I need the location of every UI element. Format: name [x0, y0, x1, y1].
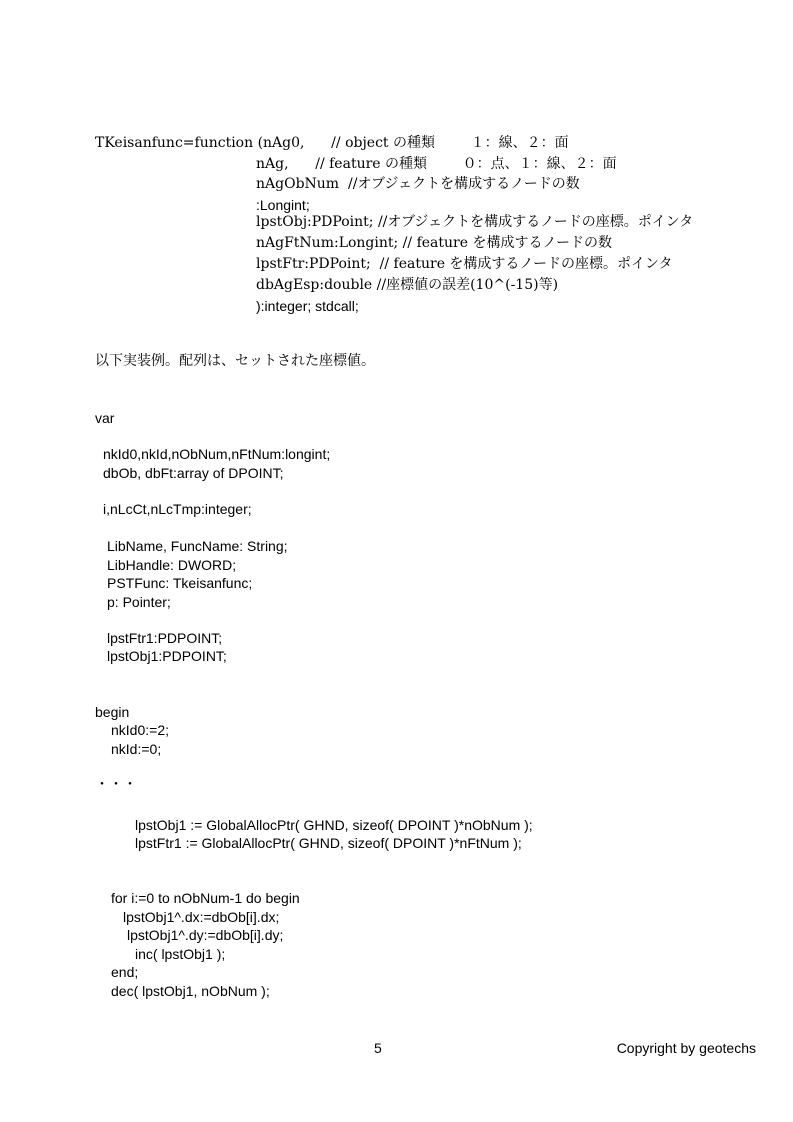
var-line-4: LibName, FuncName: String; — [107, 538, 288, 554]
body-line-2: nkId:=0; — [111, 741, 162, 757]
decl-line-8: dbAgEsp:double //座標値の誤差(10^(-15)等) — [256, 277, 559, 293]
var-line-3: i,nLcCt,nLcTmp:integer; — [103, 501, 252, 517]
body-line-7: lpstObj1^.dy:=dbOb[i].dy; — [127, 927, 284, 943]
body-line-1: nkId0:=2; — [111, 722, 169, 738]
var-line-6: PSTFunc: Tkeisanfunc; — [107, 575, 253, 591]
body-line-3: lpstObj1 := GlobalAllocPtr( GHND, sizeof( DPOINT )*nObNum ); — [135, 817, 533, 833]
body-line-10: dec( lpstObj1, nObNum ); — [111, 983, 270, 999]
var-line-5: LibHandle: DWORD; — [107, 557, 237, 573]
example-intro: 以下実装例。配列は、セットされた座標値。 — [95, 353, 375, 369]
var-line-8: lpstFtr1:PDPOINT; — [107, 630, 223, 646]
page-number: 5 — [374, 1040, 382, 1056]
decl-line-1: TKeisanfunc=function (nAg0, // object の種類 １：線、２：面 — [95, 135, 569, 151]
var-line-1: nkId0,nkId,nObNum,nFtNum:longint; — [103, 446, 331, 462]
decl-line-6: nAgFtNum:Longint; // feature を構成するノードの数 — [256, 235, 613, 251]
var-keyword: var — [95, 410, 115, 426]
decl-line-5: lpstObj:PDPoint; //オブジェクトを構成するノードの座標。ポインタ — [256, 214, 694, 230]
decl-line-9: ):integer; stdcall; — [256, 298, 359, 314]
body-line-6: lpstObj1^.dx:=dbOb[i].dx; — [123, 909, 280, 925]
begin-keyword: begin — [95, 704, 130, 720]
body-line-9: end; — [111, 964, 139, 980]
body-line-5: for i:=0 to nObNum-1 do begin — [111, 890, 300, 906]
copyright-notice: Copyright by geotechs — [616, 1040, 756, 1056]
var-line-7: p: Pointer; — [107, 594, 171, 610]
body-line-4: lpstFtr1 := GlobalAllocPtr( GHND, sizeof( DPOINT )*nFtNum ); — [135, 835, 522, 851]
decl-line-7: lpstFtr:PDPoint; // feature を構成するノードの座標。ポインタ — [256, 256, 673, 272]
body-line-8: inc( lpstObj1 ); — [135, 946, 226, 962]
decl-line-4: :Longint; — [256, 197, 310, 213]
decl-line-2: nAg, // feature の種類 ０：点、１：線、２：面 — [256, 156, 617, 172]
decl-line-3: nAgObNum //オブジェクトを構成するノードの数 — [256, 176, 580, 192]
var-line-9: lpstObj1:PDPOINT; — [107, 648, 227, 664]
var-line-2: dbOb, dbFt:array of DPOINT; — [103, 465, 284, 481]
ellipsis: ・・・ — [95, 777, 137, 793]
